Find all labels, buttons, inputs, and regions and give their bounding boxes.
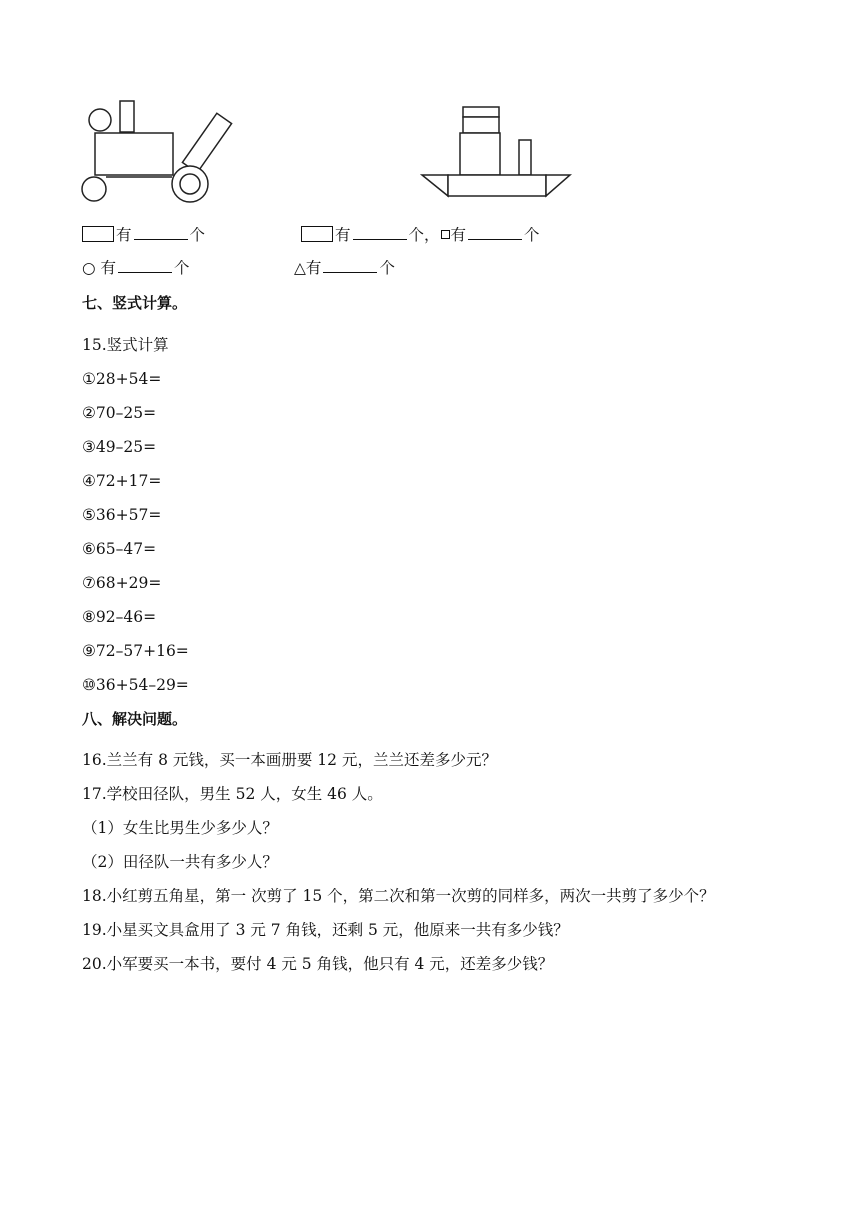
triangle-icon: △ bbox=[294, 259, 306, 277]
calc-item: ⑩36+54–29= bbox=[82, 676, 189, 694]
square-icon bbox=[441, 230, 450, 239]
circle-count: ○ 有 个 bbox=[82, 259, 190, 277]
tractor-back-wheel-inner bbox=[180, 174, 200, 194]
tractor-front-wheel bbox=[82, 177, 106, 201]
boat-cabin bbox=[460, 133, 500, 175]
tractor-rect-count: 有 个 bbox=[82, 225, 205, 245]
tractor-body bbox=[95, 133, 173, 175]
answer-blank[interactable] bbox=[323, 258, 377, 273]
answer-blank[interactable] bbox=[134, 225, 188, 240]
boat-rect-count: 有 个， 有 个 bbox=[301, 225, 540, 245]
boat-figure bbox=[418, 103, 576, 208]
calc-item: ③49–25= bbox=[82, 438, 157, 456]
calc-item: ②70–25= bbox=[82, 404, 157, 422]
calc-item: ⑨72–57+16= bbox=[82, 642, 189, 660]
calc-item: ⑥65–47= bbox=[82, 540, 157, 558]
calc-item: ⑧92–46= bbox=[82, 608, 157, 626]
question-20: 20.小军要买一本书，要付 4 元 5 角钱，他只有 4 元，还差多少钱？ bbox=[82, 955, 554, 973]
boat-right-triangle bbox=[546, 175, 570, 196]
boat-top-square-2 bbox=[463, 117, 499, 133]
boat-top-square-1 bbox=[463, 107, 499, 117]
question-17-part1: （1）女生比男生少多少人？ bbox=[82, 819, 278, 837]
question-16: 16.兰兰有 8 元钱，买一本画册要 12 元，兰兰还差多少元？ bbox=[82, 751, 497, 769]
question-18: 18.小红剪五角星，第一 次剪了 15 个，第二次和第一次剪的同样多，两次一共剪了多少个？ bbox=[82, 887, 715, 905]
answer-blank[interactable] bbox=[353, 225, 407, 240]
answer-blank[interactable] bbox=[118, 258, 172, 273]
rectangle-icon bbox=[301, 226, 333, 242]
circle-icon: ○ bbox=[82, 259, 96, 277]
boat-hull bbox=[448, 175, 546, 196]
question-19: 19.小星买文具盒用了 3 元 7 角钱，还剩 5 元，他原来一共有多少钱？ bbox=[82, 921, 569, 939]
boat-mast bbox=[519, 140, 531, 175]
question-17: 17.学校田径队，男生 52 人，女生 46 人。 bbox=[82, 785, 383, 803]
tractor-small-circle bbox=[89, 109, 111, 131]
question-17-part2: （2）田径队一共有多少人？ bbox=[82, 853, 278, 871]
section7-heading: 七、竖式计算。 bbox=[82, 294, 188, 312]
boat-left-triangle bbox=[422, 175, 448, 196]
calc-item: ⑦68+29= bbox=[82, 574, 162, 592]
calc-item: ①28+54= bbox=[82, 370, 162, 388]
triangle-count: △有 个 bbox=[294, 259, 395, 277]
rectangle-icon bbox=[82, 226, 114, 242]
tractor-arm bbox=[182, 113, 231, 172]
calc-item: ④72+17= bbox=[82, 472, 162, 490]
question-15-title: 15.竖式计算 bbox=[82, 336, 169, 354]
answer-blank[interactable] bbox=[468, 225, 522, 240]
tractor-chimney bbox=[120, 101, 134, 132]
tractor-figure bbox=[80, 95, 250, 210]
calc-item: ⑤36+57= bbox=[82, 506, 162, 524]
section8-heading: 八、解决问题。 bbox=[82, 710, 188, 728]
